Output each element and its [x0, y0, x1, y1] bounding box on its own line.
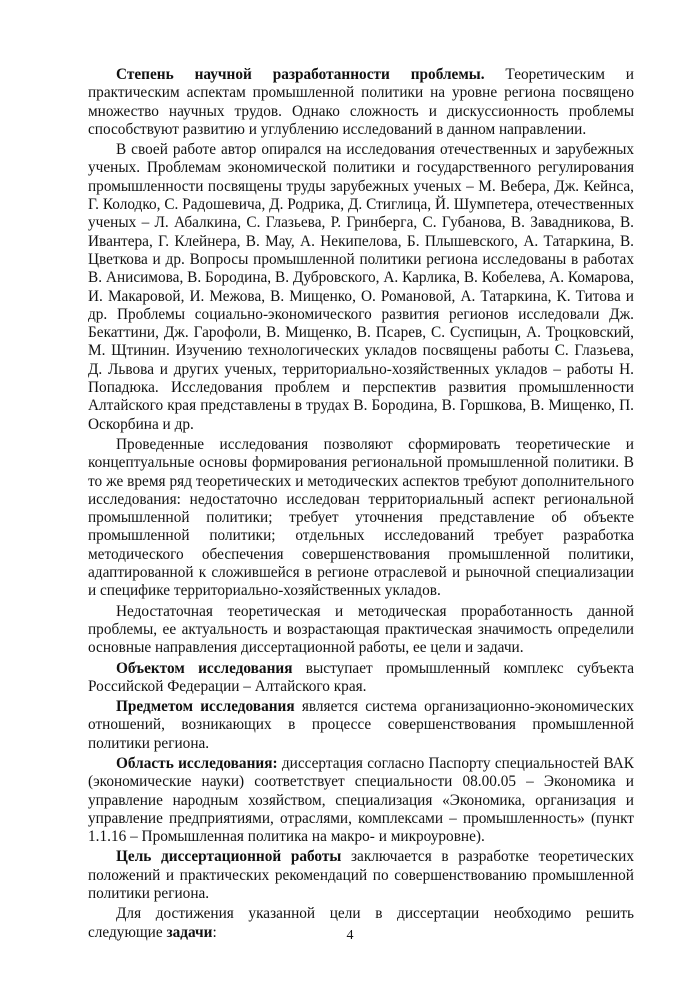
paragraph-research-goal: [88, 848, 634, 903]
paragraph-text: Проведенные исследования позволяют сформировать теоретические и концептуальные основы формирования региональной промышленной политики. В то же время ряд теоретических и методических аспектов требуют дополнительного исследования: недостаточно исследован территориальный аспект региональной промышленной политики; требует уточнения представление об объекте промышленной политики; отдельных исследований требует разработка методического обеспечения совершенствования промышленной политики, адаптированной к сложившейся в регионе отраслевой и рыночной специализации и специфике территориально-хозяйственных укладов.: [88, 435, 634, 600]
paragraph-lead: Степень научной разработанности проблемы.: [116, 66, 485, 83]
paragraph-conducted-research: [88, 436, 634, 601]
paragraph-tail-bold: задачи: [166, 923, 213, 941]
paragraph-text: Недостаточная теоретическая и методическая проработанность данной проблемы, ее актуальность и возрастающая практическая значимость определили основные направления диссертационной работы, ее цели и задачи.: [88, 602, 634, 657]
paragraph-lead: Цель диссертационной работы: [116, 848, 342, 866]
paragraph-research-development: [88, 66, 634, 139]
paragraph-text: выступает промышленный комплекс субъекта Российской Федерации – Алтайского края.: [88, 659, 634, 695]
paragraph-text: является система организационно-экономических отношений, возникающих в процессе совершенствования промышленной политики региона.: [88, 698, 634, 752]
paragraph-text: В своей работе автор опирался на исследования отечественных и зарубежных ученых. Проблемам экономической политики и государственного регулирования промышленности посвящены труды зарубежных ученых – М. Вебера, Дж. Кейнса, Г. Колодко, С. Радошевича, Д. Родрика, Д. Стиглица, Й. Шумпетера, отечественных ученых – Л. Абалкина, С. Глазьева, Р. Гринберга, С. Губанова, В. Завадникова, В. Ивантера, Г. Клейнера, В. Мау, А. Некипелова, Б. Плышевского, А. Татаркина, В. Цветкова и др. Вопросы промышленной политики региона исследованы в работах В. Анисимова, В. Бородина, В. Дубровского, А. Карлика, В. Кобелева, А. Комарова, И. Макаровой, И. Межова, В. Мищенко, О. Романовой, А. Татаркина, К. Титова и др. Проблемы социально-экономического развития регионов исследовали Дж. Бекаттини, Дж. Гарофоли, В. Мищенко, В. Псарев, С. Суспицын, А. Троцковский, М. Щтинин. Изучению технологических укладов посвящены работы С. Глазьева, Д. Львова и других ученых, территориально-хозяйственных укладов – работы Н. Попадюка. Исследования проблем и перспектив развития промышленности Алтайского края представлены в трудах В. Бородина, В. Горшкова, В. Мищенко, П. Оскорбина и др.: [88, 141, 634, 433]
paragraph-lead: Область исследования:: [116, 754, 278, 772]
paragraph-text: Теоретическим и практическим аспектам промышленной политики на уровне региона посвящено множество научных трудов. Однако сложность и дискуссионность проблемы способствуют развитию и углублению исследований в данном направлении.: [88, 66, 634, 138]
paragraph-research-area: [88, 755, 634, 846]
paragraph-research-object: [88, 660, 634, 697]
paragraph-text: диссертация согласно Паспорту специальностей ВАК (экономические науки) соответствует специальности 08.00.05 – Экономика и управление народным хозяйством, специализация «Экономика, организация и управление предприятиями, отраслями, комплексами – промышленность» (пункт 1.1.16 – Промышленная политика на макро- и микроуровне).: [88, 754, 634, 846]
paragraph-research-subject: [88, 698, 634, 753]
paragraph-tail-punctuation: :: [212, 923, 217, 941]
paragraph-insufficient-elaboration: [88, 603, 634, 658]
paragraph-lead: Объектом исследования: [116, 659, 293, 677]
paragraph-text: заключается в разработке теоретических положений и практических рекомендаций по совершенствованию промышленной политики региона.: [88, 848, 634, 903]
paragraph-lead: Предметом исследования: [116, 698, 295, 716]
page-number: 4: [346, 928, 354, 943]
paragraph-text: Для достижения указанной цели в диссертации необходимо решить следующие: [88, 905, 634, 941]
paragraph-scholars: [88, 141, 634, 434]
document-page: [88, 66, 634, 944]
